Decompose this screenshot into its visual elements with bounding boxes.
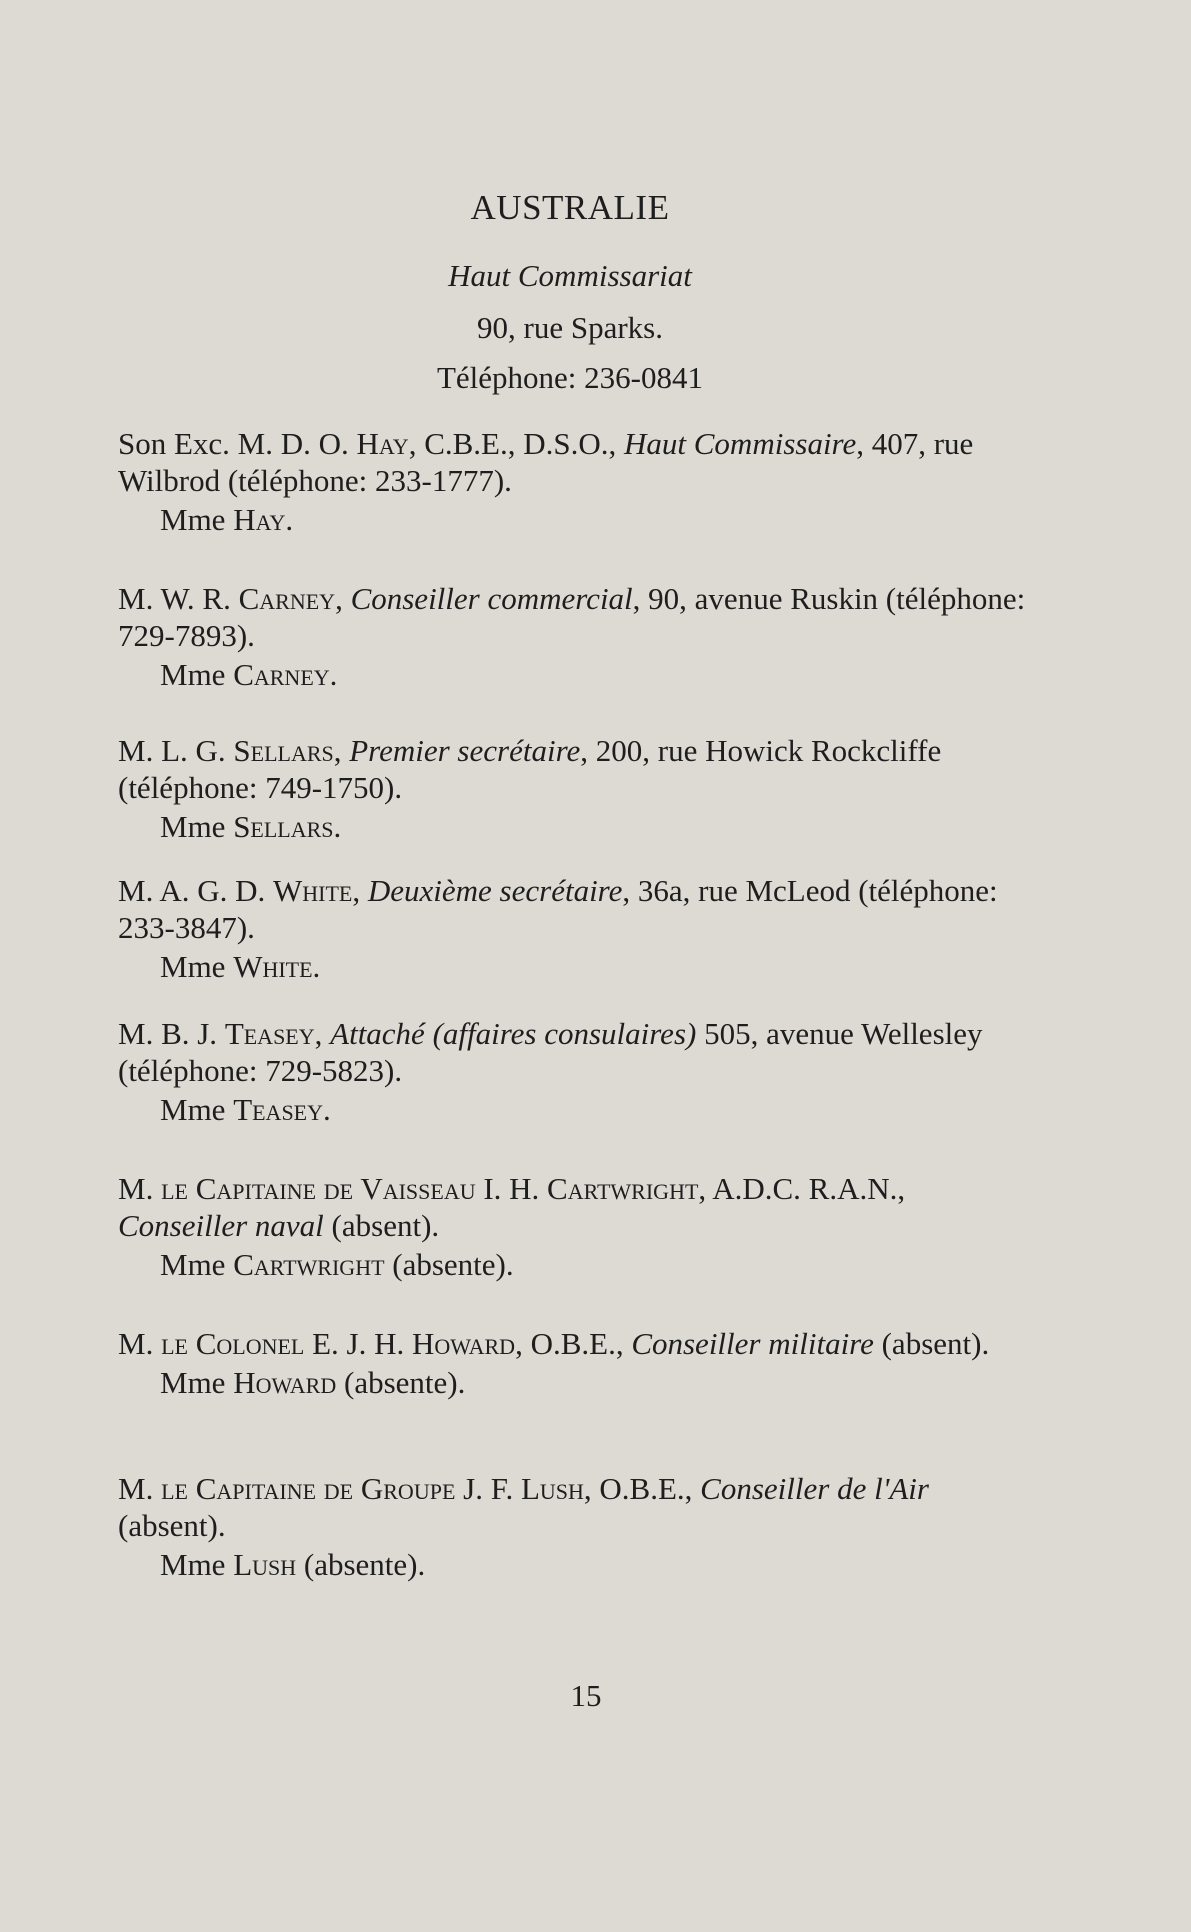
spouse-name: Hay (233, 502, 286, 537)
entry-role: Conseiller commercial (350, 581, 633, 616)
entry-name: le Colonel E. J. H. Howard (161, 1326, 516, 1361)
entry-details: (absent). (873, 1326, 990, 1361)
entry-prefix: M. (118, 1171, 162, 1206)
spouse-suffix: (absente). (296, 1547, 426, 1582)
entry-text (118, 872, 1038, 946)
spouse-suffix: . (285, 502, 294, 537)
spouse-suffix: . (323, 1092, 331, 1127)
spouse-line (118, 808, 1038, 845)
staff-entry (118, 1170, 1038, 1283)
spouse-name: Teasey (233, 1092, 324, 1127)
entry-name: le Capitaine de Vaisseau I. H. Cartwright (161, 1171, 699, 1206)
spouse-prefix: Mme (160, 1247, 234, 1282)
spouse-prefix: Mme (160, 1547, 234, 1582)
spouse-prefix: Mme (160, 949, 234, 984)
spouse-prefix: Mme (160, 809, 234, 844)
spouse-suffix: . (329, 657, 338, 692)
spouse-name: Howard (233, 1365, 337, 1400)
staff-entry (118, 425, 1038, 538)
spouse-line (118, 948, 1038, 985)
entry-name: White (273, 873, 353, 908)
staff-entry (118, 1015, 1038, 1128)
entry-post-name: , (335, 581, 351, 616)
spouse-prefix: Mme (160, 1092, 234, 1127)
spouse-line (118, 1364, 1038, 1401)
spouse-suffix: (absente). (384, 1247, 514, 1282)
spouse-name: Cartwright (233, 1247, 385, 1282)
entry-text (118, 580, 1038, 654)
entry-role: Attaché (affaires consulaires) (330, 1016, 697, 1051)
spouse-suffix: (absente). (336, 1365, 466, 1400)
entry-role: Premier secrétaire (349, 733, 581, 768)
entry-details: 505, avenue Wellesley (téléphone: 729-5823). (118, 1016, 983, 1088)
staff-entry (118, 1325, 1038, 1401)
entry-name: Carney (238, 581, 336, 616)
entry-role: Haut Commissaire (624, 426, 857, 461)
entry-text (118, 1015, 1038, 1089)
entry-text (118, 1470, 1038, 1544)
entry-details: , 200, rue Howick Rockcliffe (téléphone: 749-1750). (118, 733, 942, 805)
entry-prefix: M. (118, 1471, 162, 1506)
entry-details: , 90, avenue Ruskin (téléphone: 729-7893). (118, 581, 1026, 653)
spouse-line (118, 656, 1038, 693)
mission-subtitle: Haut Commissariat (448, 258, 692, 293)
entry-prefix: M. A. G. D. (118, 873, 274, 908)
entry-details: (absent). (323, 1208, 440, 1243)
entry-details: (absent). (118, 1508, 226, 1543)
entry-text (118, 1325, 1038, 1362)
entry-prefix: M. (118, 1326, 162, 1361)
staff-entry (118, 1470, 1038, 1583)
entry-prefix: M. L. G. (118, 733, 234, 768)
spouse-line (118, 1546, 1038, 1583)
entry-prefix: M. B. J. (118, 1016, 225, 1051)
entry-name: le Capitaine de Groupe J. F. Lush (161, 1471, 584, 1506)
entry-text (118, 425, 1038, 499)
spouse-name: Sellars (233, 809, 334, 844)
page-number: 15 (570, 1678, 602, 1713)
spouse-prefix: Mme (160, 502, 234, 537)
mission-address: 90, rue Sparks. (477, 310, 663, 345)
spouse-name: Lush (233, 1547, 297, 1582)
mission-telephone: Téléphone: 236-0841 (436, 360, 703, 395)
entry-post-name: , (333, 733, 350, 768)
spouse-suffix: . (333, 809, 342, 844)
entry-role: Conseiller de l'Air (700, 1471, 929, 1506)
entry-name: Teasey (224, 1016, 315, 1051)
entry-role: Conseiller militaire (631, 1326, 874, 1361)
spouse-suffix: . (312, 949, 321, 984)
staff-entry (118, 872, 1038, 985)
entry-post-name: , (352, 873, 368, 908)
entry-details: , 407, rue Wilbrod (téléphone: 233-1777). (118, 426, 974, 498)
staff-entry (118, 732, 1038, 845)
entry-post-name: , A.D.C. R.A.N., (698, 1171, 906, 1206)
spouse-line (118, 501, 1038, 538)
spouse-line (118, 1091, 1038, 1128)
spouse-name: Carney (233, 657, 330, 692)
country-heading: AUSTRALIE (470, 188, 670, 227)
staff-entry (118, 580, 1038, 693)
entry-name: Hay (356, 426, 409, 461)
entry-post-name: , C.B.E., D.S.O., (408, 426, 624, 461)
entry-role: Conseiller naval (118, 1208, 324, 1243)
entry-text (118, 1170, 1038, 1244)
entry-post-name: , O.B.E., (583, 1471, 701, 1506)
entry-prefix: Son Exc. M. D. O. (118, 426, 357, 461)
spouse-prefix: Mme (160, 1365, 234, 1400)
spouse-line (118, 1246, 1038, 1283)
entry-prefix: M. W. R. (118, 581, 239, 616)
entry-name: Sellars (233, 733, 334, 768)
spouse-prefix: Mme (160, 657, 234, 692)
entry-post-name: , (314, 1016, 331, 1051)
entry-role: Deuxième secrétaire (367, 873, 623, 908)
spouse-name: White (233, 949, 313, 984)
entry-text (118, 732, 1038, 806)
entry-details: , 36a, rue McLeod (téléphone: 233-3847). (118, 873, 998, 945)
entry-post-name: , O.B.E., (515, 1326, 632, 1361)
